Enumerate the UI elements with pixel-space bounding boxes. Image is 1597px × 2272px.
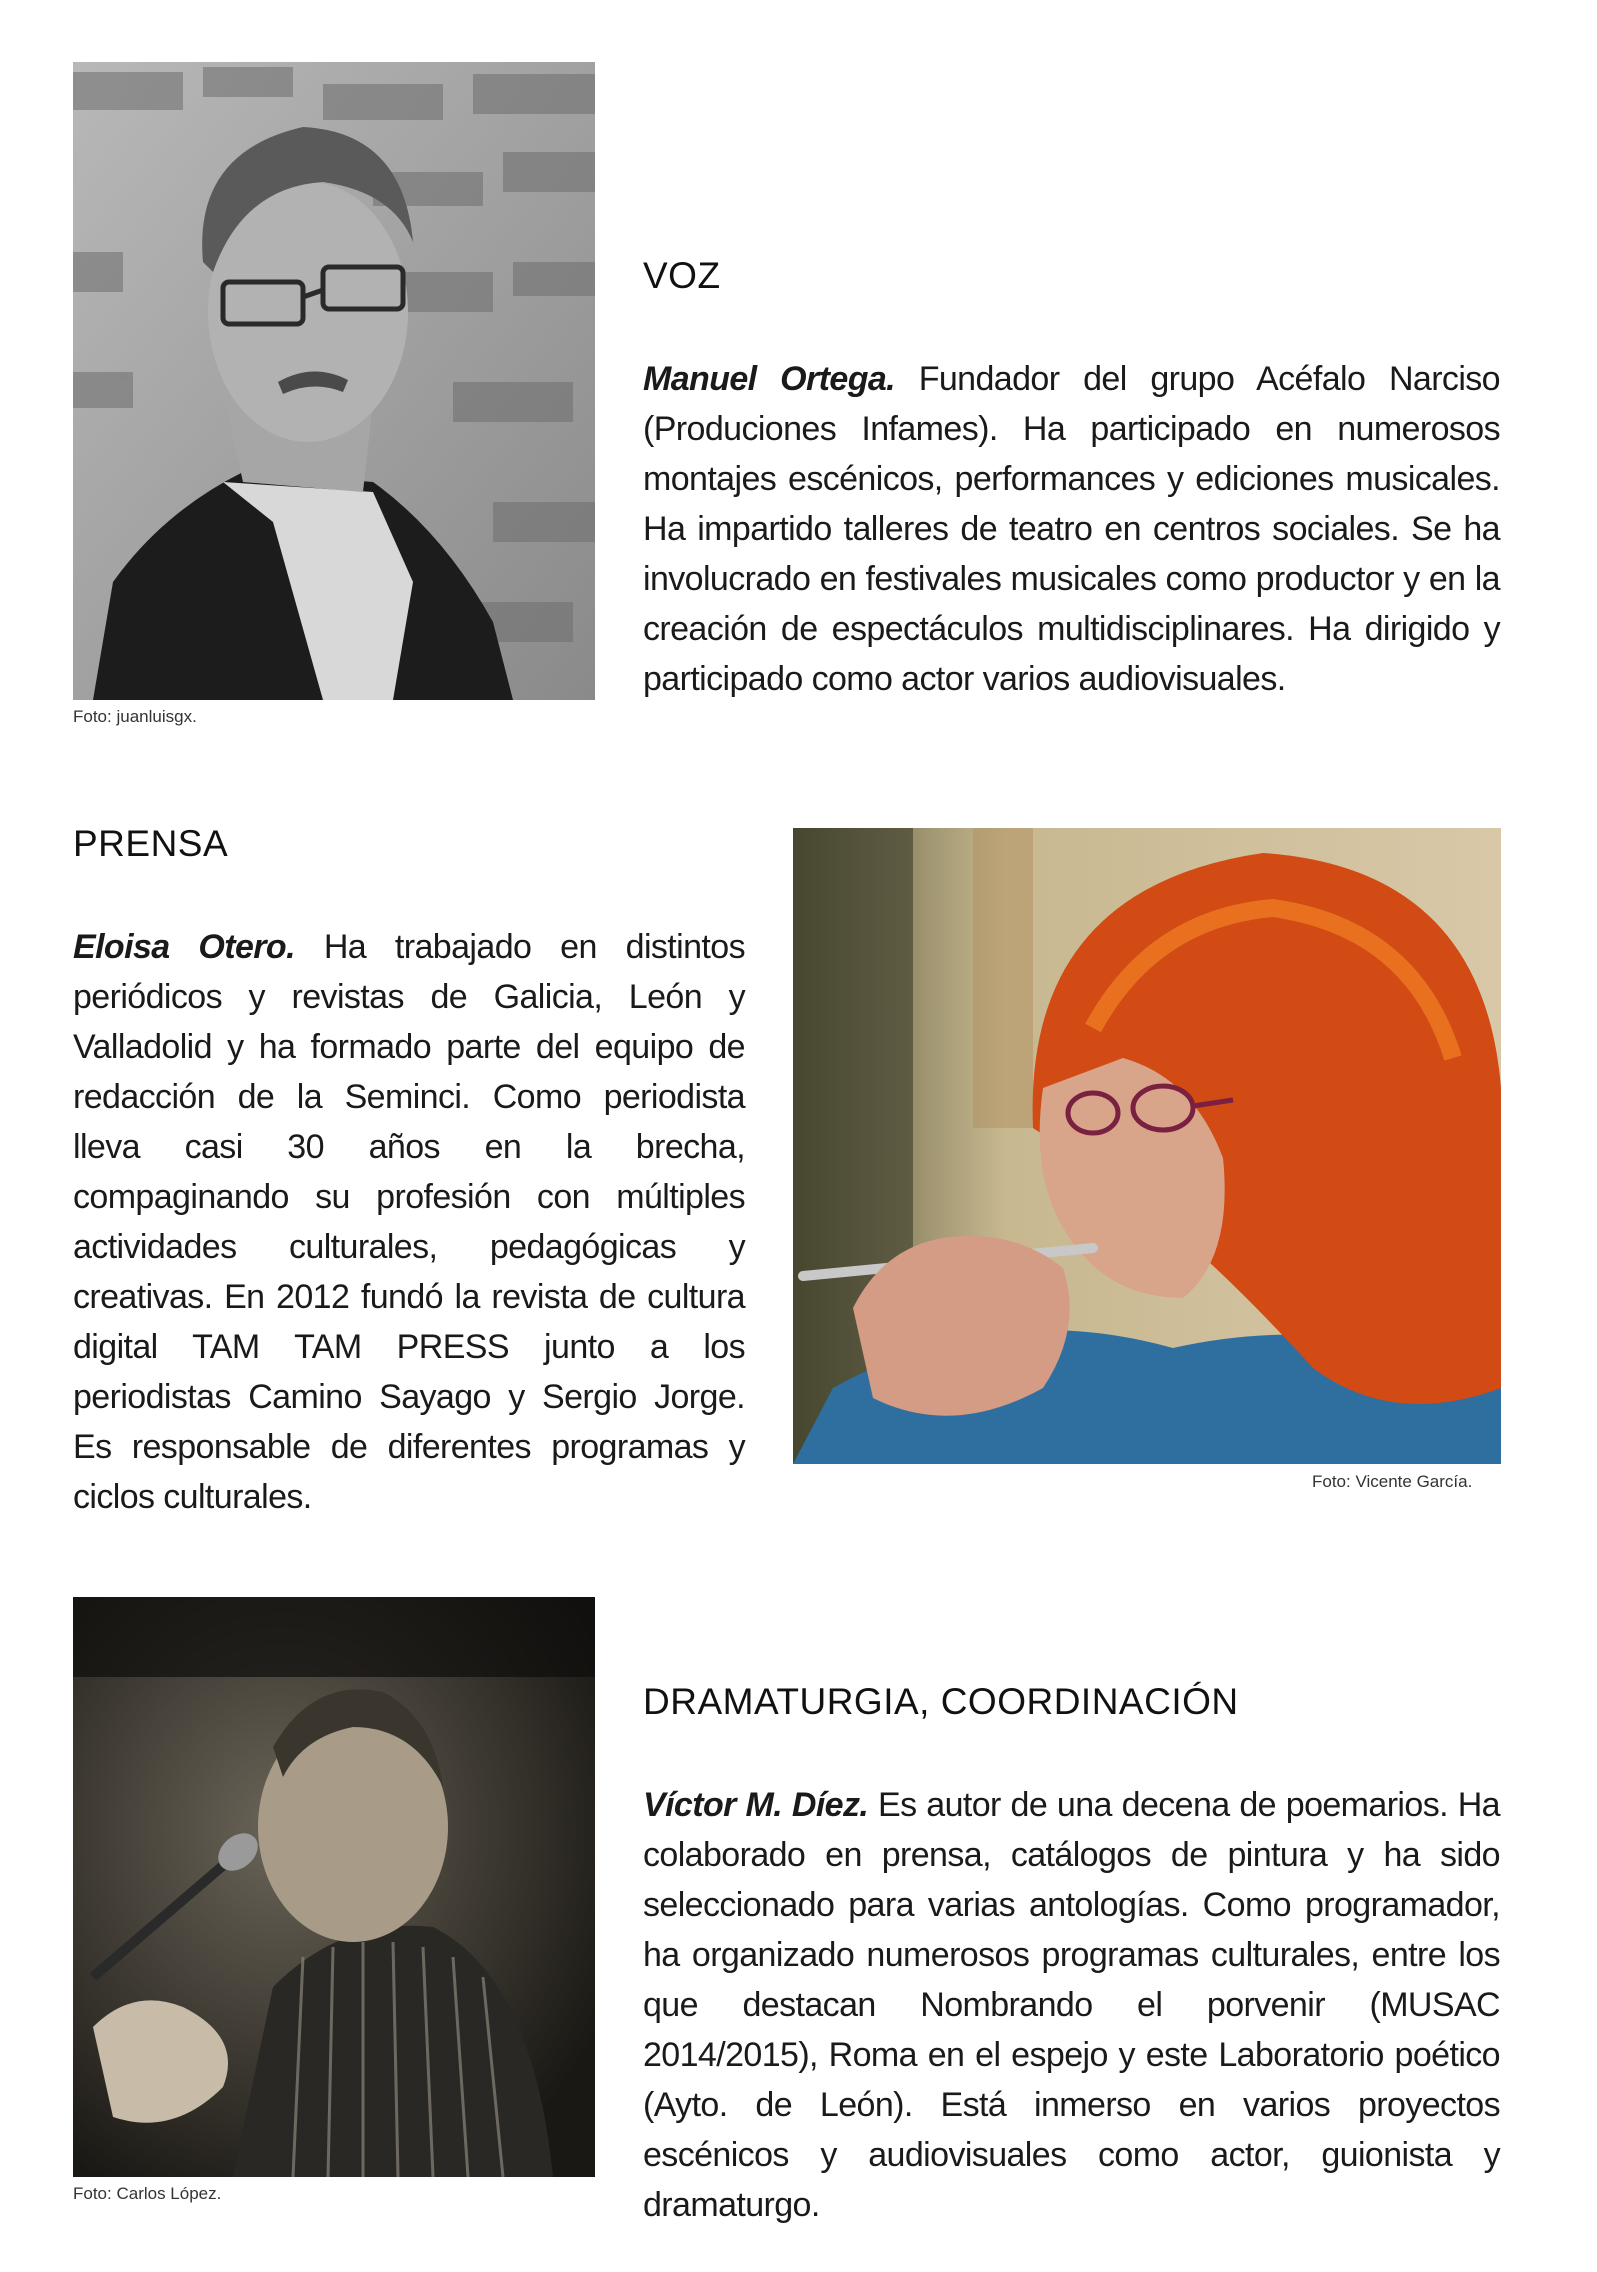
bio-paragraph [73, 922, 745, 1522]
bio-text: Fundador del grupo Acéfalo Narciso (Produciones Infames). Ha participado en numerosos montajes escénicos, performances y ediciones musicales. Ha impartido talleres de teatro en centros sociales. Se ha involucrado en festivales musicales como productor y en la creación de espectáculos multidisciplinares. Ha dirigido y participado como actor varios audiovisuales. [643, 360, 1500, 698]
section-heading: VOZ [643, 255, 721, 296]
person-name: Víctor M. Díez. [643, 1786, 869, 1824]
bio-paragraph [643, 354, 1500, 704]
bio-paragraph [643, 1780, 1500, 2230]
photo-caption: Foto: Vicente García. [1312, 1472, 1473, 1491]
bio-text: Es autor de una decena de poemarios. Ha colaborado en prensa, catálogos de pintura y ha sido seleccionado para varias antologías. Como programador, ha organizado numerosos programas culturales, entre los que destacan Nombrando el porvenir (MUSAC 2014/2015), Roma en el espejo y este Laboratorio poético (Ayto. de León). Está inmerso en varios proyectos escénicos y audiovisuales como actor, guionista y dramaturgo. [643, 1786, 1500, 2224]
person-name: Eloisa Otero. [73, 928, 295, 966]
photo-eloisa-otero [793, 828, 1501, 1464]
photo-caption: Foto: Carlos López. [73, 2184, 222, 2203]
section-heading: PRENSA [73, 823, 229, 864]
person-name: Manuel Ortega. [643, 360, 896, 398]
section-heading: DRAMATURGIA, COORDINACIÓN [643, 1681, 1239, 1722]
photo-victor-m-diez [73, 1597, 595, 2177]
photo-caption: Foto: juanluisgx. [73, 707, 197, 726]
photo-manuel-ortega [73, 62, 595, 700]
bio-text: Ha trabajado en distintos periódicos y revistas de Galicia, León y Valladolid y ha formado parte del equipo de redacción de la Seminci. Como periodista lleva casi 30 años en la brecha, compaginando su profesión con múltiples actividades culturales, pedagógicas y creativas. En 2012 fundó la revista de cultura digital TAM TAM PRESS junto a los periodistas Camino Sayago y Sergio Jorge. Es responsable de diferentes programas y ciclos culturales. [73, 928, 745, 1516]
